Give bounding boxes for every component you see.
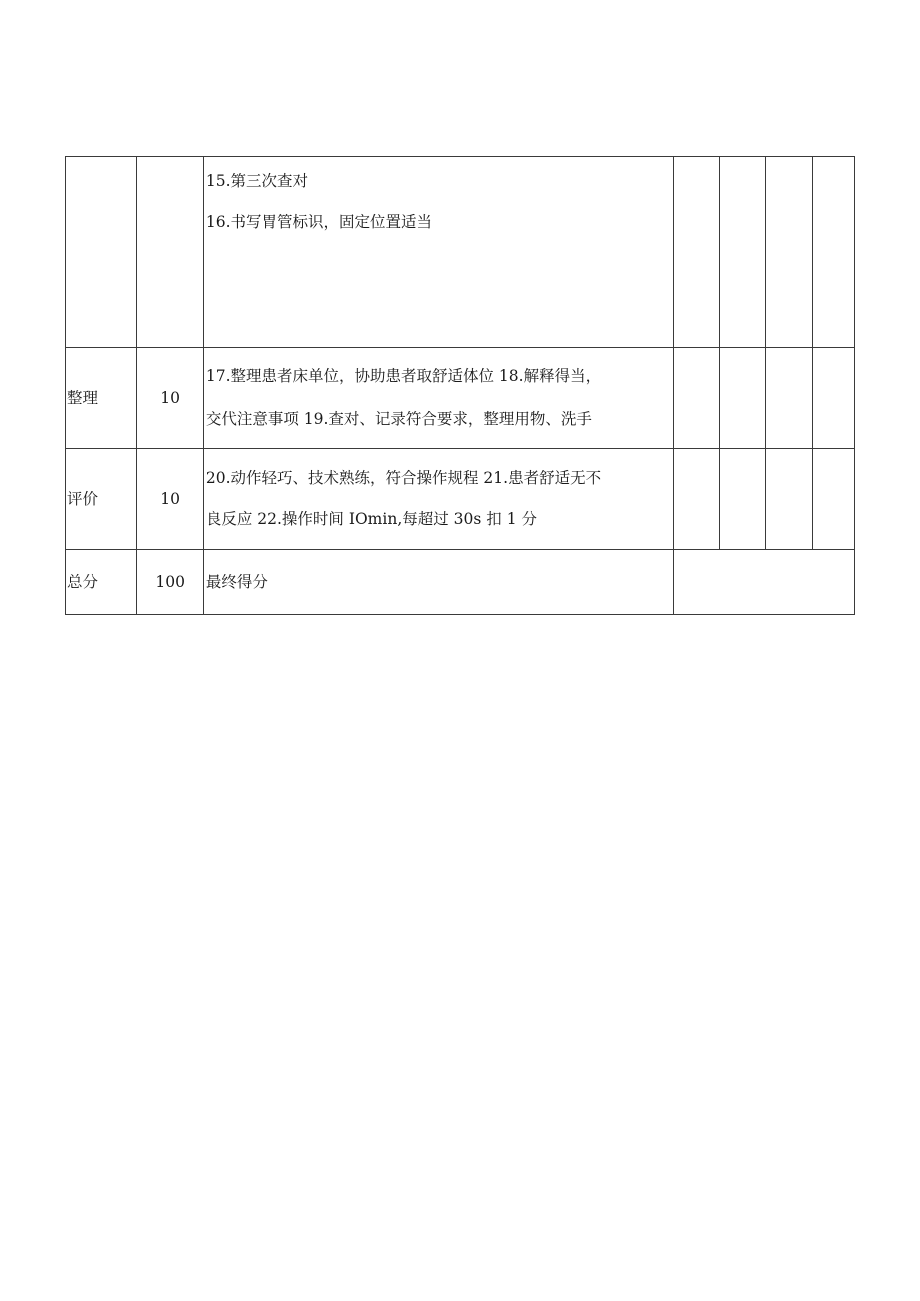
content-cell	[203, 348, 673, 449]
points-cell: 10	[137, 348, 203, 449]
item-cell: 总分	[66, 550, 137, 615]
points-cell: 100	[137, 550, 203, 615]
score-cell	[766, 348, 812, 449]
item-cell: 整理	[66, 348, 137, 449]
score-cell	[766, 449, 812, 550]
score-cell	[720, 449, 766, 550]
table-row	[66, 449, 855, 550]
score-cell	[673, 157, 719, 348]
score-cell	[812, 449, 854, 550]
content-line: 16.书写胃管标识，固定位置适当	[205, 212, 432, 231]
content-cell	[203, 550, 673, 615]
content-line: 良反应 22.操作时间 IOmin,每超过 30s 扣 1 分	[205, 510, 537, 528]
score-cell	[673, 348, 719, 449]
item-cell	[66, 157, 137, 348]
table-row	[66, 157, 855, 348]
score-cell	[720, 348, 766, 449]
score-cell	[673, 449, 719, 550]
final-score-cell	[673, 550, 854, 615]
content-line: 20.动作轻巧、技术熟练，符合操作规程 21.患者舒适无不	[205, 469, 602, 488]
table-row	[66, 348, 855, 449]
score-cell	[812, 157, 854, 348]
content-line: 15.第三次查对	[205, 172, 308, 190]
content-line: 最终得分	[205, 572, 268, 591]
content-line: 17.整理患者床单位，协助患者取舒适体位 18.解释得当，	[205, 367, 602, 386]
content-cell	[203, 449, 673, 550]
points-cell: 10	[137, 449, 203, 550]
score-cell	[812, 348, 854, 449]
points-cell	[137, 157, 203, 348]
score-cell	[720, 157, 766, 348]
scoring-table	[65, 156, 855, 615]
table-row	[66, 550, 855, 615]
content-line: 交代注意事项 19.查对、记录符合要求，整理用物、洗手	[205, 410, 592, 428]
item-cell: 评价	[66, 449, 137, 550]
content-cell	[203, 157, 673, 348]
score-cell	[766, 157, 812, 348]
